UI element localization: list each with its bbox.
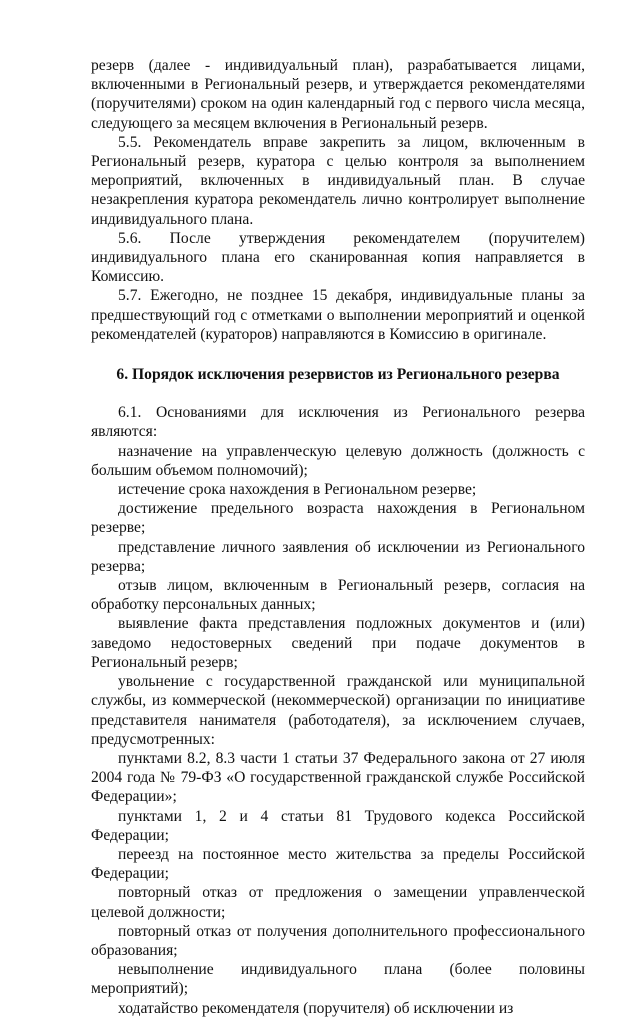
section-heading-6: 6. Порядок исключения резервистов из Регионального резерва bbox=[116, 366, 560, 384]
list-item: повторный отказ от предложения о замещении управленческой целевой должности; bbox=[91, 884, 585, 921]
paragraph-5-6: 5.6. После утверждения рекомендателем (поручителем) индивидуального плана его сканированная копия направляется в Комиссию. bbox=[91, 229, 585, 286]
list-item: увольнение с государственной гражданской или муниципальной службы, из коммерческой (некоммерческой) организации по инициативе представителя нанимателя (работодателя), за исключением случаев, предусмотренных: bbox=[91, 673, 585, 748]
list-item: достижение предельного возраста нахождения в Региональном резерве; bbox=[91, 500, 585, 537]
list-item: назначение на управленческую целевую должность (должность с большим объемом полномочий); bbox=[91, 442, 585, 479]
paragraph-5-7: 5.7. Ежегодно, не позднее 15 декабря, индивидуальные планы за предшествующий год с отметками о выполнении мероприятий и оценкой рекомендателей (кураторов) направляются в Комиссию в оригинале. bbox=[91, 287, 585, 343]
list-subitem: пунктами 1, 2 и 4 статьи 81 Трудового кодекса Российской Федерации; bbox=[91, 807, 585, 844]
list-item: невыполнение индивидуального плана (более половины мероприятий); bbox=[91, 961, 585, 998]
document-page bbox=[91, 56, 585, 1018]
paragraph-continuation: резерв (далее - индивидуальный план), разрабатывается лицами, включенными в Региональный резерв, и утверждается рекомендателями (поручителями) сроком на один календарный год с первого числа месяца, следующего за месяцем включения в Региональный резерв. bbox=[91, 57, 585, 132]
list-item: выявление факта представления подложных документов и (или) заведомо недостоверных сведений при подаче документов в Региональный резерв; bbox=[91, 615, 585, 671]
list-item: представление личного заявления об исключении из Регионального резерва; bbox=[91, 538, 585, 575]
paragraph-6-1: 6.1. Основаниями для исключения из Регионального резерва являются: bbox=[91, 404, 585, 441]
list-item: отзыв лицом, включенным в Региональный резерв, согласия на обработку персональных данных; bbox=[91, 577, 585, 614]
paragraph-5-5: 5.5. Рекомендатель вправе закрепить за лицом, включенным в Региональный резерв, куратора с целью контроля за выполнением мероприятий, включенных в индивидуальный план. В случае незакрепления куратора рекомендатель лично контролирует выполнение индивидуального плана. bbox=[91, 133, 585, 228]
list-item: истечение срока нахождения в Региональном резерве; bbox=[118, 481, 477, 499]
list-item: повторный отказ от получения дополнительного профессионального образования; bbox=[91, 922, 585, 959]
list-item: ходатайство рекомендателя (поручителя) об исключении из bbox=[118, 999, 514, 1017]
list-item: переезд на постоянное место жительства за пределы Российской Федерации; bbox=[91, 845, 585, 883]
list-subitem: пунктами 8.2, 8.3 части 1 статьи 37 Федерального закона от 27 июля 2004 года № 79-ФЗ «О государственной гражданской службе Российской Федерации»; bbox=[91, 749, 585, 806]
